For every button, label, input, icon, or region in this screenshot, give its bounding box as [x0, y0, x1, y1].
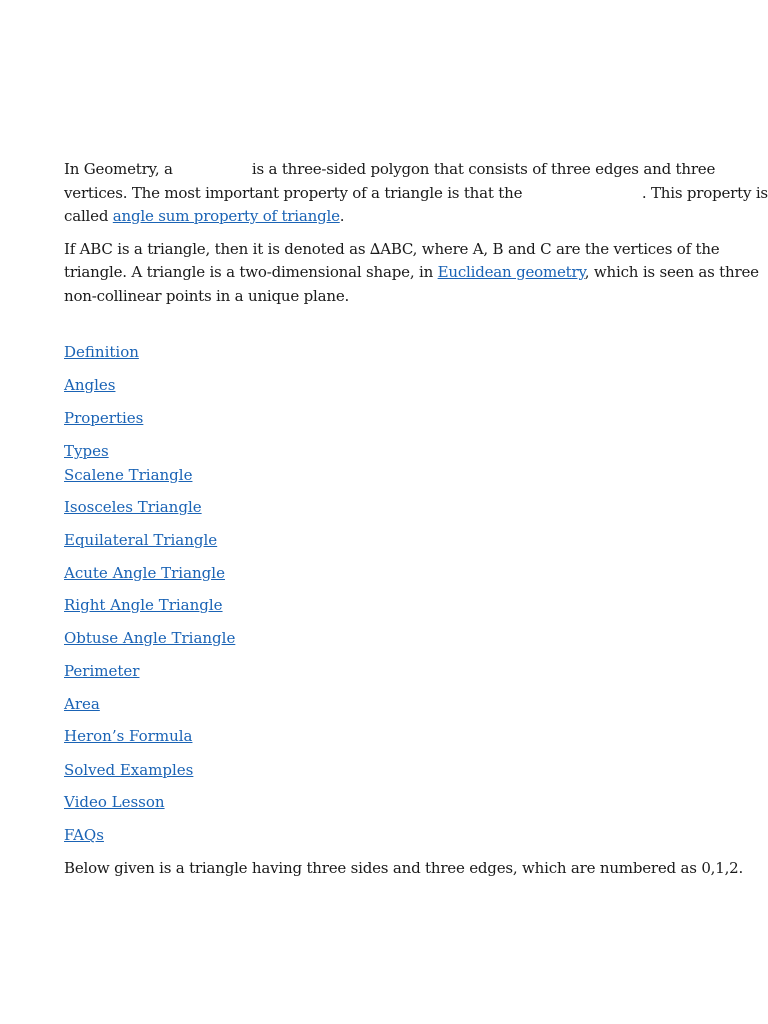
- intro-text: , which is seen as three non-collinear points in a unique plane.: [64, 263, 759, 305]
- toc-link-solved-examples[interactable]: Solved Examples: [64, 761, 194, 779]
- toc-link-video-lesson[interactable]: Video Lesson: [64, 793, 165, 811]
- intro-text: If ABC is a triangle, then it is denoted as ∆ABC, where A, B and C are the vertices of the triangle. A triangle is a two-dimensional shape, in: [64, 239, 720, 281]
- toc-link-acute-angle-triangle[interactable]: Acute Angle Triangle: [64, 564, 225, 582]
- toc-link-types[interactable]: Types: [64, 442, 109, 460]
- intro-text: . This property is called: [64, 183, 768, 225]
- closing-paragraph: Below given is a triangle having three sides and three edges, which are numbered as 0,1,2.: [64, 859, 744, 877]
- euclidean-geometry-link[interactable]: Euclidean geometry: [437, 263, 585, 281]
- intro-text: In Geometry, a: [64, 160, 178, 178]
- toc-link-properties[interactable]: Properties: [64, 409, 144, 427]
- toc-link-perimeter[interactable]: Perimeter: [64, 662, 140, 680]
- toc-link-angles[interactable]: Angles: [64, 376, 116, 394]
- angle-sum-link[interactable]: angle sum property of triangle: [112, 207, 340, 225]
- toc-link-definition[interactable]: Definition: [64, 343, 139, 361]
- toc-link-obtuse-angle-triangle[interactable]: Obtuse Angle Triangle: [64, 629, 236, 647]
- toc-link-faqs[interactable]: FAQs: [64, 826, 104, 844]
- toc-link-right-angle-triangle[interactable]: Right Angle Triangle: [64, 596, 223, 614]
- intro-text: .: [339, 207, 345, 225]
- intro-paragraph-1: [64, 158, 768, 229]
- intro-text: is a three-sided polygon that consists of three edges and three vertices. The most important property of a triangle is that the: [64, 160, 716, 202]
- intro-paragraph-2: [64, 238, 768, 309]
- toc-link-equilateral-triangle[interactable]: Equilateral Triangle: [64, 531, 218, 549]
- toc-link-area[interactable]: Area: [64, 695, 100, 713]
- toc-link-herons-formula[interactable]: Heron’s Formula: [64, 727, 193, 745]
- toc-link-scalene-triangle[interactable]: Scalene Triangle: [64, 466, 193, 484]
- article-intro: [64, 158, 768, 308]
- toc-link-isosceles-triangle[interactable]: Isosceles Triangle: [64, 498, 202, 516]
